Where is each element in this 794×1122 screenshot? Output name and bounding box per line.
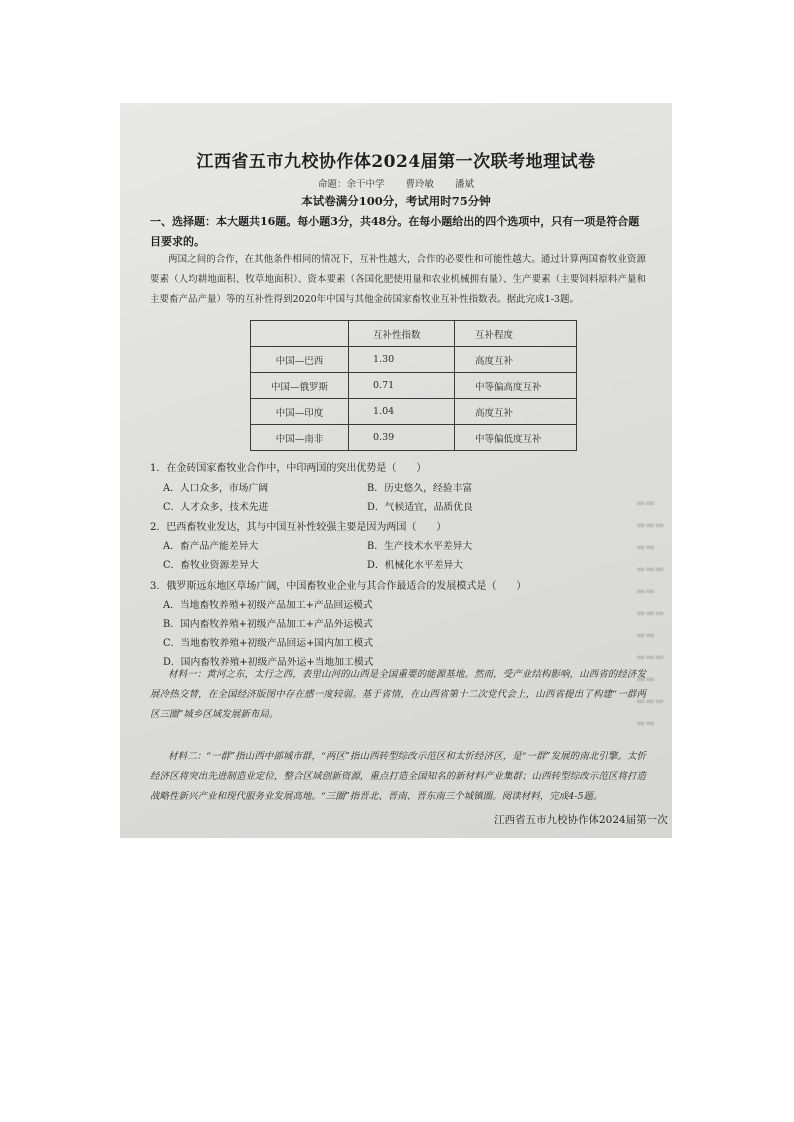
question-2-option-b: B．生产技术水平差异大 xyxy=(367,541,473,552)
material-1: 材料一：黄河之东，太行之西，表里山河的山西是全国重要的能源基地。然而，受产业结构影响，山西省的经济发展冷热交替，在全国经济版图中存在感一度较弱。基于省情，在山西省第十二次党代会上，山西省提出了构建“一群两区三圈”城乡区域发展新布局。 xyxy=(150,669,646,720)
table-cell: 中国—南非 xyxy=(251,425,349,451)
question-3-option-d: D．国内畜牧养殖+初级产品外运+当地加工模式 xyxy=(163,657,374,668)
question-1-stem: 1．在金砖国家畜牧业合作中，中印两国的突出优势是（ ） xyxy=(150,463,427,474)
page-footer: 江西省五市九校协作体2024届第一次 xyxy=(494,814,668,826)
table-cell: 高度互补 xyxy=(455,347,577,373)
table-cell: 中国—印度 xyxy=(251,399,349,425)
table-cell: 高度互补 xyxy=(455,399,577,425)
question-1-option-c: C．人才众多，技术先进 xyxy=(163,502,269,513)
table-cell: 1.30 xyxy=(349,347,455,373)
question-2-stem: 2．巴西畜牧业发达，其与中国互补性较强主要是因为两国（ ） xyxy=(150,522,447,533)
table-header: 互补程度 xyxy=(455,321,577,347)
exam-title: 江西省五市九校协作体2024届第一次联考地理试卷 xyxy=(196,152,596,172)
exam-subtitle: 本试卷满分100分，考试用时75分钟 xyxy=(301,194,491,208)
passage-1: 两国之间的合作，在其他条件相同的情况下，互补性越大，合作的必要性和可能性越大。通过计算两国畜牧业资源要素（人均耕地面积、牧草地面积）、资本要素（各国化肥使用量和农业机械拥有量）、生产要素（主要饲料原料产量和主要畜产品产量）等的互补性得到2020年中国与其他金砖国家畜牧业互补性指数表。据此完成1-3题。 xyxy=(150,254,646,305)
author-line xyxy=(120,176,672,190)
question-2-option-c: C．畜牧业资源差异大 xyxy=(163,560,259,571)
table-row xyxy=(251,425,577,451)
table-cell: 中等偏低度互补 xyxy=(455,425,577,451)
bleed-through-texture: ▬▬ ▬▬▬ ▬▬ ▬▬▬ ▬▬ ▬▬▬ ▬▬ ▬▬▬ ▬▬ ▬▬▬ ▬▬ xyxy=(636,498,665,729)
question-1-option-a: A．人口众多，市场广阔 xyxy=(163,483,269,494)
question-1-option-b: B．历史悠久，经验丰富 xyxy=(367,483,473,494)
question-3-option-b: B．国内畜牧养殖+初级产品加工+产品外运模式 xyxy=(163,619,373,630)
table-cell: 中国—巴西 xyxy=(251,347,349,373)
table-cell: 0.39 xyxy=(349,425,455,451)
table-cell: 中国—俄罗斯 xyxy=(251,373,349,399)
table-row xyxy=(251,373,577,399)
table-row xyxy=(251,347,577,373)
question-1-option-d: D．气候适宜，品质优良 xyxy=(367,502,473,513)
table-cell: 中等偏高度互补 xyxy=(455,373,577,399)
author-name-1: 曹玲敏 xyxy=(405,179,434,190)
author-name-2: 潘斌 xyxy=(455,179,475,190)
question-3-option-a: A．当地畜牧养殖+初级产品加工+产品回运模式 xyxy=(163,600,373,611)
question-3-option-c: C．当地畜牧养殖+初级产品回运+国内加工模式 xyxy=(163,638,374,649)
question-2-option-d: D．机械化水平差异大 xyxy=(367,560,464,571)
question-3-stem: 3．俄罗斯远东地区草场广阔，中国畜牧业企业与其合作最适合的发展模式是（ ） xyxy=(150,581,527,592)
table-row xyxy=(251,399,577,425)
author-label: 命题：余干中学 xyxy=(317,179,385,190)
complementarity-table xyxy=(250,320,577,451)
table-header: 互补性指数 xyxy=(349,321,455,347)
material-2: 材料二：“一群”指山西中部城市群，“两区”指山西转型综改示范区和太忻经济区，是“一群”发展的南北引擎。太忻经济区将突出先进制造业定位，整合区域创新资源，重点打造全国知名的新材料产业集群；山西转型综改示范区将打造战略性新兴产业和现代服务业发展高地。“三圈”指晋北、晋南、晋东南三个城镇圈。阅读材料，完成4-5题。 xyxy=(150,751,646,802)
question-2-option-a: A．畜产品产能差异大 xyxy=(163,541,259,552)
table-header-row xyxy=(251,321,577,347)
section-heading: 一、选择题：本大题共16题。每小题3分，共48分。在每小题给出的四个选项中，只有一项是符合题目要求的。 xyxy=(150,215,640,248)
table-cell: 1.04 xyxy=(349,399,455,425)
exam-photo xyxy=(120,103,672,838)
table-cell: 0.71 xyxy=(349,373,455,399)
table-header xyxy=(251,321,349,347)
